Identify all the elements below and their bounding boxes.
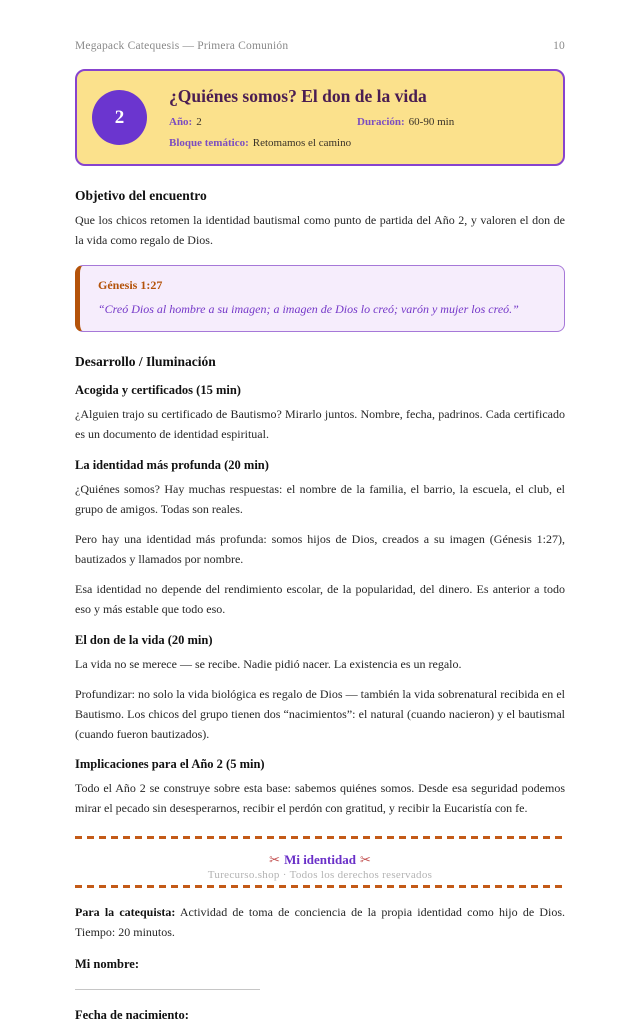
- scripture-reference: Génesis 1:27: [98, 278, 163, 293]
- catechist-note-text: Actividad de toma de conciencia de la propia identidad como hijo de Dios. Tiempo: 20 minutos.: [75, 904, 565, 939]
- meta-block-value: Retomamos el camino: [252, 137, 352, 149]
- meta-block: [169, 137, 543, 149]
- field-name-label: Mi nombre:: [75, 956, 139, 971]
- cutout-title-row: [75, 852, 565, 868]
- lesson-meta: [169, 116, 543, 149]
- paragraph: La vida no se merece — se recibe. Nadie pidió nacer. La existencia es un regalo.: [75, 656, 462, 671]
- page-footer: Turecurso.shop · Todos los derechos reservados: [207, 869, 433, 881]
- meta-year: [169, 116, 357, 128]
- name-write-line: [75, 972, 260, 990]
- lesson-number-badge: 2: [92, 90, 147, 145]
- paragraph: Todo el Año 2 se construye sobre esta base: sabemos quiénes somos. Desde esa seguridad podemos mirar el pecado sin desesperarnos, recibir el perdón con gratitud, y recibir la Eucaristía con fe.: [75, 781, 565, 816]
- cut-line-top: [75, 836, 565, 839]
- meta-block-label: Bloque temático:: [169, 137, 249, 149]
- lesson-title: ¿Quiénes somos? El don de la vida: [169, 86, 427, 106]
- paragraph: Esa identidad no depende del rendimiento escolar, de la popularidad, del dinero. Es anterior a todo eso y más estable que todo eso.: [75, 582, 565, 617]
- paragraph: Pero hay una identidad más profunda: somos hijos de Dios, creados a su imagen (Génesis 1:27), bautizados y llamados por nombre.: [75, 531, 565, 567]
- page-number: 10: [553, 40, 565, 52]
- paragraph: ¿Alguien trajo su certificado de Bautismo? Mirarlo juntos. Nombre, fecha, padrinos. Cada certificado es un documento de identidad espiritual.: [75, 407, 565, 442]
- development-heading: Desarrollo / Iluminación: [75, 354, 216, 370]
- meta-duration: [357, 116, 543, 128]
- meta-duration-value: 60-90 min: [408, 116, 455, 128]
- subheading-implicaciones: Implicaciones para el Año 2 (5 min): [75, 757, 265, 772]
- paragraph: Profundizar: no solo la vida biológica es regalo de Dios — también la vida sobrenatural recibida en el Bautismo. Los chicos del grupo tienen dos “nacimientos”: el natural (cuando nacieron) y el bautismal (cuando fueron bautizados).: [75, 686, 565, 742]
- scissors-icon: ✂: [359, 851, 371, 867]
- cut-line-bottom: [75, 885, 565, 888]
- meta-year-label: Año:: [169, 116, 193, 128]
- cutout-title: Mi identidad: [284, 851, 356, 867]
- catechist-note-label: Para la catequista:: [75, 904, 176, 919]
- page-header: [75, 40, 565, 52]
- lesson-banner-body: [169, 86, 543, 149]
- catechist-note: [75, 902, 565, 942]
- field-birthdate-label: Fecha de nacimiento:: [75, 1007, 189, 1022]
- header-booklet-title: Megapack Catequesis — Primera Comunión: [75, 40, 289, 52]
- subheading-identidad: La identidad más profunda (20 min): [75, 457, 269, 472]
- subheading-don-vida: El don de la vida (20 min): [75, 632, 213, 647]
- subheading-acogida: Acogida y certificados (15 min): [75, 383, 241, 398]
- objective-body: Que los chicos retomen la identidad bautismal como punto de partida del Año 2, y valoren el don de la vida como regalo de Dios.: [75, 213, 565, 248]
- scissors-icon: ✂: [269, 851, 281, 867]
- objective-heading: Objetivo del encuentro: [75, 188, 207, 203]
- scripture-text: “Creó Dios al hombre a su imagen; a imagen de Dios lo creó; varón y mujer los creó.”: [98, 302, 519, 317]
- scripture-quote-box: [75, 265, 565, 332]
- meta-year-value: 2: [196, 116, 202, 128]
- meta-duration-label: Duración:: [357, 116, 405, 128]
- lesson-banner: [75, 69, 565, 166]
- paragraph: ¿Quiénes somos? Hay muchas respuestas: el nombre de la familia, el barrio, la escuela, el club, el grupo de amigos. Todas son reales.: [75, 481, 565, 516]
